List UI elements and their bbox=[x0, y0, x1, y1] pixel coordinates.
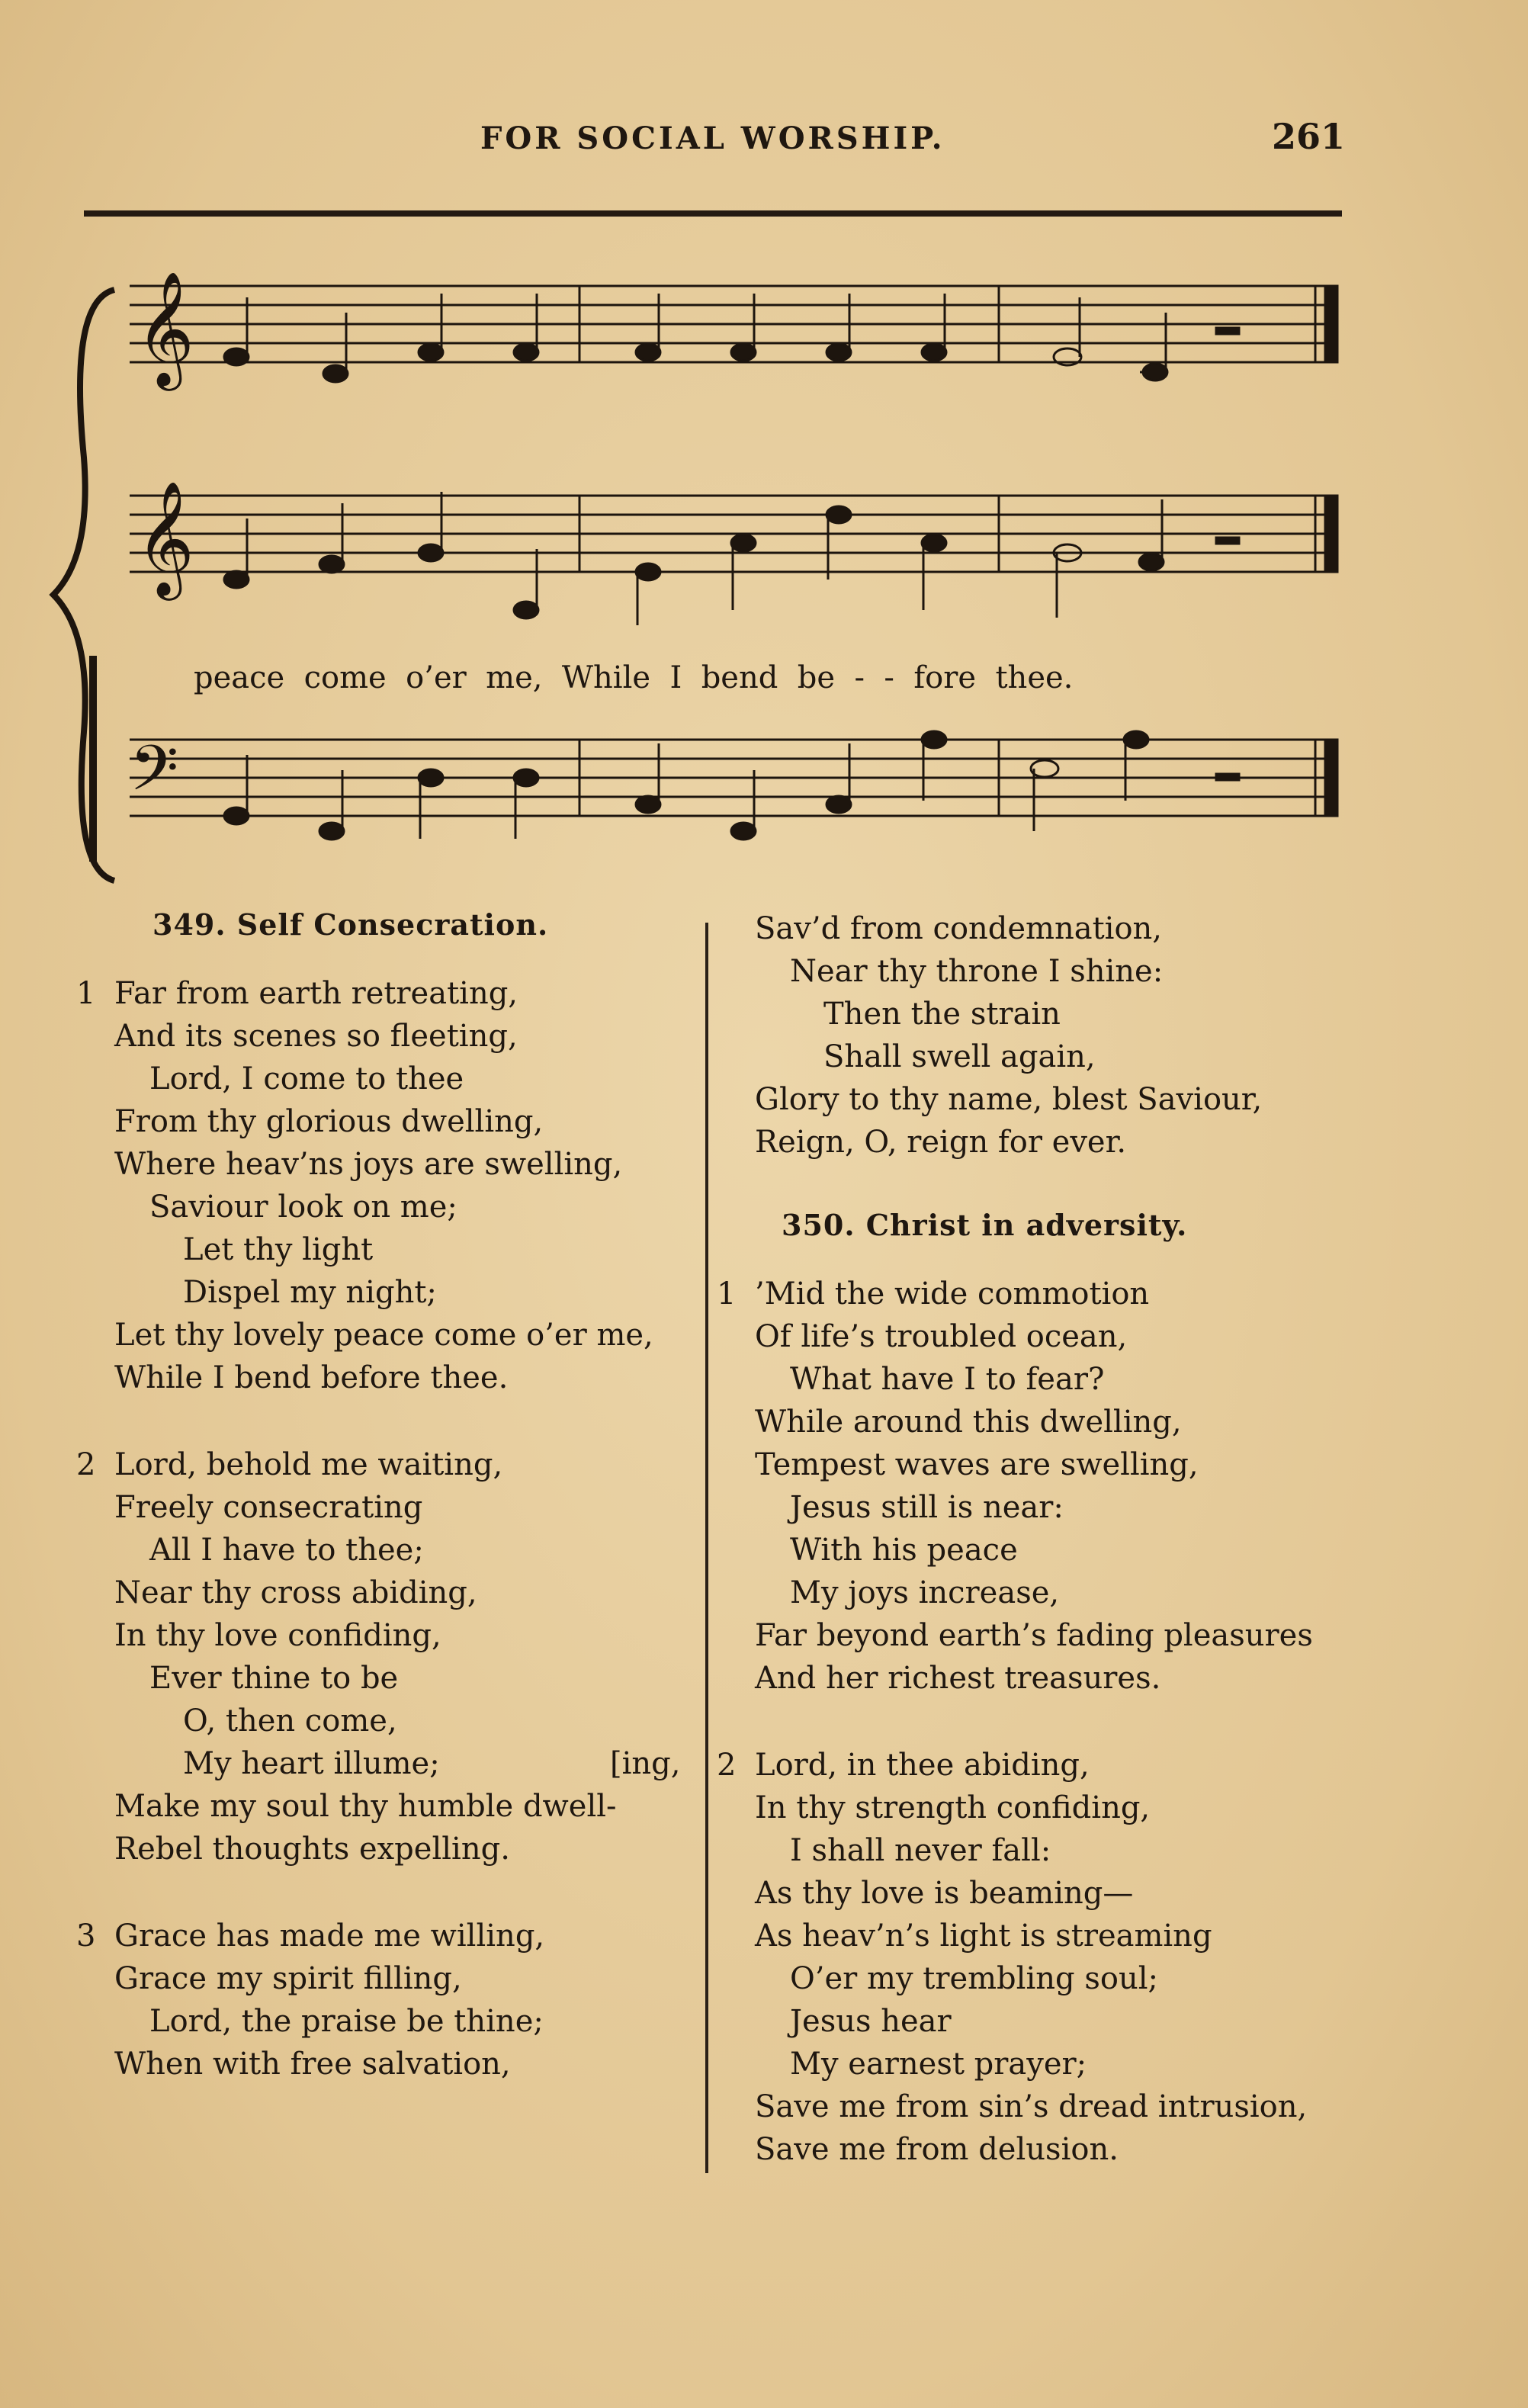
verse-line: Freely consecrating bbox=[114, 1490, 423, 1525]
verse-line: My joys increase, bbox=[790, 1575, 1060, 1610]
verse-number: 2 bbox=[76, 1447, 96, 1482]
music-lyric-line: peace come o’er me, While I bend be - - fore thee. bbox=[194, 660, 1074, 695]
verse-line: My heart illume; bbox=[183, 1746, 440, 1781]
verse-line: Save me from delusion. bbox=[755, 2132, 1119, 2167]
system-brace bbox=[53, 290, 114, 881]
verse-line: Far beyond earth’s fading pleasures bbox=[755, 1618, 1313, 1653]
verse-line: What have I to fear? bbox=[790, 1362, 1105, 1397]
verse-line: Jesus still is near: bbox=[790, 1490, 1064, 1525]
verse-line: While around this dwelling, bbox=[755, 1405, 1182, 1440]
svg-text:𝄢: 𝄢 bbox=[130, 731, 179, 820]
verse-line: All I have to thee; bbox=[149, 1533, 424, 1568]
music-score bbox=[0, 229, 1528, 900]
verse-number: 2 bbox=[717, 1748, 737, 1783]
verse-line: Jesus hear bbox=[790, 2004, 952, 2039]
verse-line: O’er my trembling soul; bbox=[790, 1961, 1158, 1996]
verse-line: And her richest treasures. bbox=[755, 1661, 1161, 1696]
verse-line: In thy strength confiding, bbox=[755, 1790, 1151, 1825]
verse-line: Sav’d from condemnation, bbox=[755, 911, 1163, 946]
staff-1-notes bbox=[224, 294, 1239, 382]
verse-continuation bbox=[717, 907, 1357, 1164]
svg-text:𝄞: 𝄞 bbox=[136, 270, 194, 386]
verse-line: Let thy lovely peace come o’er me, bbox=[114, 1318, 653, 1353]
verse-line: Rebel thoughts expelling. bbox=[114, 1832, 510, 1867]
verse-line: Lord, behold me waiting, bbox=[114, 1447, 503, 1482]
verse-line: Shall swell again, bbox=[823, 1039, 1096, 1074]
verse bbox=[717, 1744, 1357, 2171]
verse-line: Near thy throne I shine: bbox=[790, 954, 1164, 989]
verse-line: In thy love confiding, bbox=[114, 1618, 441, 1653]
verse-line: O, then come, bbox=[183, 1703, 397, 1739]
treble-clef-2 bbox=[136, 480, 194, 601]
staff-bass bbox=[130, 740, 1338, 816]
verse-line: When with free salvation, bbox=[114, 2047, 511, 2082]
verse-line: As thy love is beaming— bbox=[755, 1876, 1134, 1911]
verse-line: Grace my spirit filling, bbox=[114, 1961, 462, 1996]
verse-line: Glory to thy name, blest Saviour, bbox=[755, 1082, 1263, 1117]
verse-line: I shall never fall: bbox=[790, 1833, 1051, 1868]
turnover-syllable: [ing, bbox=[610, 1746, 681, 1781]
verse-line: Lord, in thee abiding, bbox=[755, 1748, 1090, 1783]
page-number: 261 bbox=[1272, 116, 1346, 157]
verse-line: Of life’s troubled ocean, bbox=[755, 1319, 1128, 1354]
verse-line: And its scenes so fleeting, bbox=[114, 1019, 518, 1054]
verse-line: Tempest waves are swelling, bbox=[755, 1447, 1199, 1482]
verse-line: Grace has made me willing, bbox=[114, 1918, 545, 1954]
verse-line: Ever thine to be bbox=[149, 1661, 399, 1696]
verse-line: Far from earth retreating, bbox=[114, 976, 518, 1011]
verse-line: Make my soul thy humble dwell- bbox=[114, 1789, 617, 1824]
verse-line: ’Mid the wide commotion bbox=[755, 1276, 1150, 1312]
verse-line: Dispel my night; bbox=[183, 1275, 437, 1310]
verse bbox=[76, 1915, 709, 2085]
verse-line: Lord, the praise be thine; bbox=[149, 2004, 544, 2039]
right-column bbox=[717, 907, 1357, 2215]
verse-line: Lord, I come to thee bbox=[149, 1061, 464, 1096]
verse bbox=[76, 972, 709, 1399]
header-rule bbox=[84, 210, 1342, 217]
verse-number: 1 bbox=[717, 1276, 737, 1312]
verse-line: As heav’n’s light is streaming bbox=[755, 1918, 1212, 1954]
verse-line: With his peace bbox=[790, 1533, 1018, 1568]
verse-line: Save me from sin’s dread intrusion, bbox=[755, 2089, 1308, 2124]
verse-line: Saviour look on me; bbox=[149, 1190, 457, 1225]
left-column bbox=[76, 907, 709, 2130]
staff-3-notes bbox=[224, 731, 1239, 840]
verse-line: Where heav’ns joys are swelling, bbox=[114, 1147, 623, 1182]
verse-line: My earnest prayer; bbox=[790, 2047, 1087, 2082]
verse bbox=[76, 1443, 709, 1870]
bass-clef bbox=[130, 731, 178, 820]
svg-text:𝄞: 𝄞 bbox=[136, 480, 194, 596]
staff-2-notes bbox=[224, 492, 1239, 625]
verse-number: 1 bbox=[76, 976, 96, 1011]
verse-line: Let thy light bbox=[183, 1232, 374, 1267]
verse-number: 3 bbox=[76, 1918, 96, 1954]
verse-line: While I bend before thee. bbox=[114, 1360, 509, 1395]
treble-clef-1 bbox=[136, 270, 194, 391]
verse-line: From thy glorious dwelling, bbox=[114, 1104, 544, 1139]
hymn-title: 349. Self Consecration. bbox=[152, 907, 549, 942]
hymn-title: 350. Christ in adversity. bbox=[782, 1208, 1188, 1242]
verse-line: Reign, O, reign for ever. bbox=[755, 1125, 1127, 1160]
running-title: FOR SOCIAL WORSHIP. bbox=[480, 120, 945, 156]
verse-line: Near thy cross abiding, bbox=[114, 1575, 477, 1610]
verse bbox=[717, 1273, 1357, 1700]
verse-line: Then the strain bbox=[823, 997, 1061, 1032]
